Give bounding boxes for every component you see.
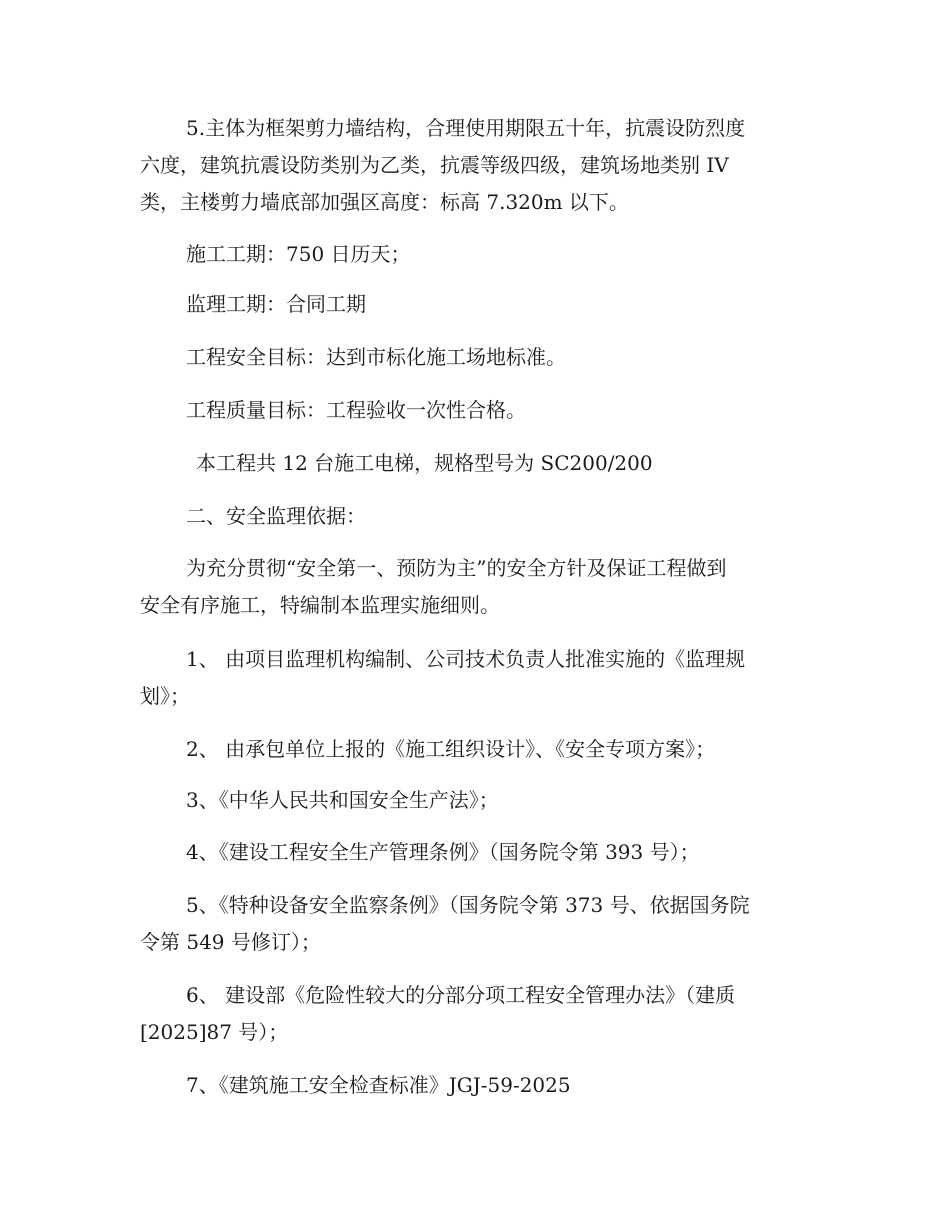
paragraph-construction-period [140,236,820,273]
text-line: 6、 建设部《危险性较大的分部分项工程安全管理办法》（建质 [186,983,736,1007]
text-line: 1、 由项目监理机构编制、公司技术负责人批准实施的《监理规 [186,647,746,671]
paragraph-safety-goal [140,339,820,376]
text-line: 二、安全监理依据： [186,504,366,528]
paragraph-purpose [140,550,820,624]
text-line: 工程安全目标：达到市标化施工场地标准。 [186,345,566,369]
text-line: 工程质量目标：工程验收一次性合格。 [186,398,526,422]
list-item-7 [140,1067,820,1104]
text-line: 令第 549 号修订）； [140,930,321,954]
text-line: 为充分贯彻“安全第一、预防为主”的安全方针及保证工程做到 [186,556,727,580]
text-line: 3、《中华人民共和国安全生产法》； [186,788,499,812]
text-line: 7、《建筑施工安全检查标准》JGJ-59-2025 [186,1073,571,1097]
list-item-3 [140,782,820,819]
paragraph-elevator-count [140,445,820,482]
text-line: 六度，建筑抗震设防类别为乙类，抗震等级四级，建筑场地类别 IV [140,153,729,177]
text-line: 监理工期：合同工期 [186,292,366,316]
text-line: 4、《建设工程安全生产管理条例》（国务院令第 393 号）； [186,840,700,864]
text-line: 5、《特种设备安全监察条例》（国务院令第 373 号、依据国务院 [186,893,750,917]
paragraph-supervision-period [140,286,820,323]
section-heading [140,498,820,535]
text-line: 类，主楼剪力墙底部加强区高度：标高 7.320m 以下。 [140,190,629,214]
list-item-5 [140,887,820,961]
text-line: [2025]87 号）； [140,1020,289,1044]
text-line: 2、 由承包单位上报的《施工组织设计》、《安全专项方案》； [186,737,716,761]
text-line: 施工工期：750 日历天； [186,242,411,266]
text-line: 5.主体为框架剪力墙结构，合理使用期限五十年，抗震设防烈度 [186,116,746,140]
paragraph-quality-goal [140,392,820,429]
list-item-1 [140,641,820,715]
list-item-6 [140,977,820,1051]
list-item-4 [140,834,820,871]
paragraph-structure [140,110,820,221]
text-line: 本工程共 12 台施工电梯，规格型号为 SC200/200 [196,451,653,475]
list-item-2 [140,731,820,768]
text-line: 划》； [140,684,190,708]
text-line: 安全有序施工，特编制本监理实施细则。 [140,593,500,617]
